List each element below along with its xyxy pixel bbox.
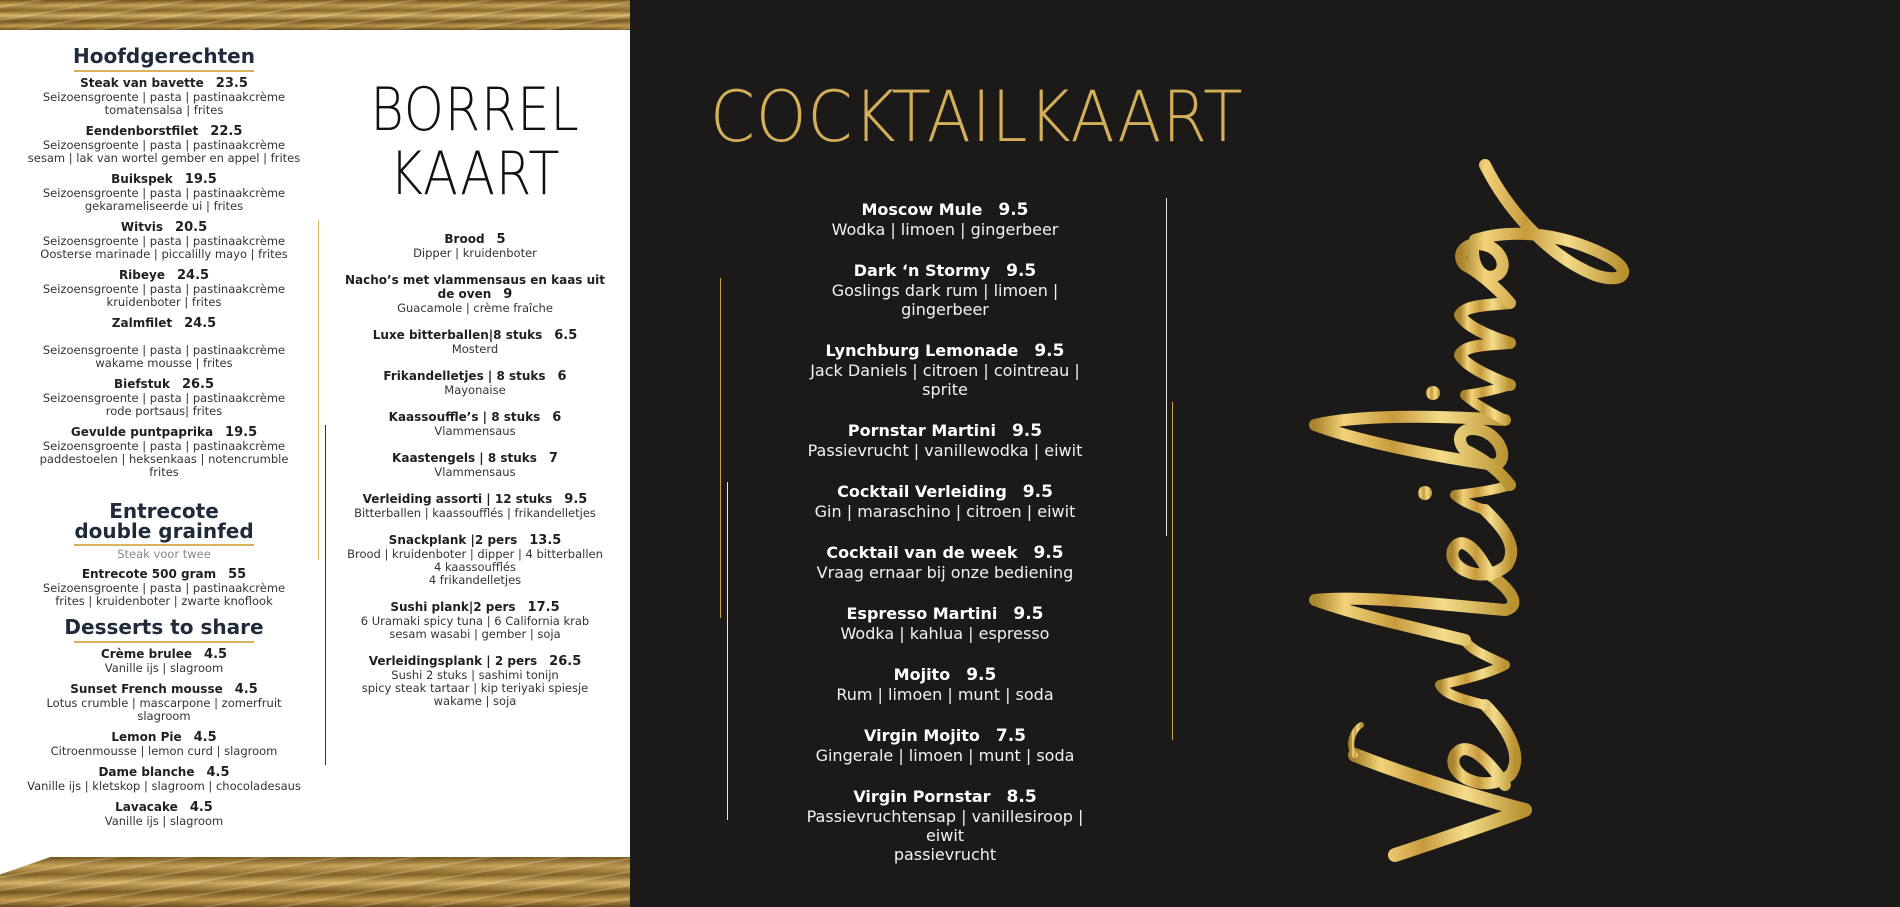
menu-item [14,425,314,479]
item-name: Lynchburg Lemonade [825,341,1019,360]
borrel-item [335,654,615,708]
item-title [335,492,615,507]
item-name: Steak van bavette [80,76,204,90]
item-name: Biefstuk [113,377,170,391]
item-title [790,543,1100,563]
item-title [335,232,615,247]
item-description: Vlammensaus [434,424,516,438]
item-title [790,341,1100,361]
desserts-heading: Desserts to share [64,615,264,639]
item-title [14,682,314,697]
borrel-item [335,273,615,315]
item-name: Dame blanche [98,765,195,779]
item-name: Witvis [120,220,164,234]
item-name: Eendenborstfilet [85,124,199,138]
borrel-item [335,533,615,587]
item-price: 19.5 [184,172,217,187]
cocktail-item [790,261,1100,319]
item-title [335,328,615,343]
item-description: Seizoensgroente | pasta | pastinaakcrème [42,138,286,152]
item-name: Dark ‘n Stormy [853,261,991,280]
item-description: Seizoensgroente | pasta | pastinaakcrème [42,581,286,595]
item-description: Lotus crumble | mascarpone | zomerfruit [46,696,282,710]
main-dishes-list [14,76,314,479]
item-title [790,261,1100,281]
item-description: Vanille ijs | slagroom [104,814,224,828]
item-price: 4.5 [206,765,230,780]
item-title [14,800,314,815]
item-title [790,482,1100,502]
item-description: paddestoelen | heksenkaas | notencrumble [39,452,289,466]
dessert-item [14,765,314,793]
item-title [790,665,1100,685]
item-name: Kaastengels | 8 stuks [392,451,537,465]
entrecote-heading-line-1: Entrecote [109,499,219,523]
entrecote-heading [14,501,314,541]
item-description: frites | kruidenboter | zwarte knoflook [55,594,273,608]
dessert-item [14,647,314,675]
item-description: Oosterse marinade | piccalilly mayo | frites [40,247,288,261]
cocktail-item [790,665,1100,704]
item-description: Dipper | kruidenboter [413,246,537,260]
borrel-title [356,75,594,209]
item-title [790,726,1100,746]
item-title [335,654,615,669]
item-description: Sushi 2 stuks | sashimi tonijn [391,668,559,682]
item-name: Espresso Martini [846,604,998,623]
item-price: 6 [557,369,567,384]
item-title [14,172,314,187]
item-price: 26.5 [549,654,582,669]
borrel-title-line-2: KAART [389,139,561,209]
item-description: Bitterballen | kaassoufflés | frikandelletjes [354,506,596,520]
dessert-item [14,682,314,723]
item-description: Guacamole | crème fraîche [397,301,553,315]
item-description: 4 kaassoufflés [433,560,517,574]
borrel-title-line-1: BORREL [370,75,580,145]
item-description: Gin | maraschino | citroen | eiwit [814,502,1076,521]
item-price: 26.5 [181,377,215,392]
item-name: Brood [444,232,485,246]
item-description: Vlammensaus [434,465,516,479]
item-description: slagroom [137,709,191,723]
item-price: 8.5 [1006,787,1037,807]
item-title [335,369,615,384]
item-description: Seizoensgroente | pasta | pastinaakcrème [42,391,286,405]
item-name: Pornstar Martini [847,421,996,440]
borrel-column [335,75,615,721]
cocktail-item [790,543,1100,582]
item-description: Vanille ijs | kletskop | slagroom | chocoladesaus [27,779,301,793]
item-name: Buikspek [111,172,173,186]
gold-divider-line [720,278,721,618]
item-title [335,600,615,615]
item-title [790,200,1100,220]
item-price: 6.5 [554,328,578,343]
item-name: Crème brulee [100,647,193,661]
item-description: Seizoensgroente | pasta | pastinaakcrème [42,343,286,357]
item-price: 4.5 [189,800,213,815]
borrel-list [335,232,615,708]
menu-item [14,567,314,608]
item-description: Citroenmousse | lemon curd | slagroom [50,744,278,758]
item-title [335,533,615,548]
item-name: Gevulde puntpaprika [70,425,214,439]
item-title [335,410,615,425]
item-price: 19.5 [225,425,258,440]
item-price: 9.5 [1034,341,1065,361]
item-description: Seizoensgroente | pasta | pastinaakcrème [42,186,286,200]
item-price: 4.5 [234,682,258,697]
item-price: 9.5 [998,200,1029,220]
item-description: spicy steak tartaar | kip teriyaki spiesje [361,681,589,695]
item-name: Moscow Mule [861,200,983,219]
item-description: Seizoensgroente | pasta | pastinaakcrème [42,90,286,104]
cocktail-item [790,726,1100,765]
item-description: sesam wasabi | gember | soja [389,627,561,641]
item-title [14,730,314,745]
item-description: sesam | lak van wortel gember en appel | frites [27,151,301,165]
menu-item [14,172,314,213]
dessert-item [14,730,314,758]
item-title [790,421,1100,441]
entrecote-item [14,567,314,608]
item-description: Seizoensgroente | pasta | pastinaakcrème [42,282,286,296]
item-title [14,268,314,283]
item-price: 9 [503,287,513,302]
heading-underline [74,544,254,546]
entrecote-heading-line-2: double grainfed [74,519,254,543]
item-price: 4.5 [193,730,217,745]
item-description: 6 Uramaki spicy tuna | 6 California krab [360,614,590,628]
item-title [14,425,314,440]
white-divider-line [1166,198,1167,536]
item-name: Luxe bitterballen|8 stuks [372,328,543,342]
navy-divider-line [325,425,326,765]
item-description: Seizoensgroente | pasta | pastinaakcrème [42,439,286,453]
verleiding-script-logo [1270,20,1630,890]
item-price: 4.5 [204,647,228,662]
gold-wood-band-bottom [0,857,630,907]
cocktail-item [790,341,1100,399]
cocktail-item [790,200,1100,239]
item-description: Rum | limoen | munt | soda [836,685,1054,704]
item-price: 55 [228,567,247,582]
item-name: Snackplank |2 pers [388,533,518,547]
heading-underline [74,70,254,72]
item-description: Vraag ernaar bij onze bediening [816,563,1074,582]
item-description: tomatensalsa | frites [104,103,224,117]
item-title [14,124,314,139]
item-price: 9.5 [1011,421,1043,441]
item-price: 13.5 [529,533,562,548]
cocktail-item [790,604,1100,643]
item-title [14,647,314,662]
item-description: wakame | soja [433,694,517,708]
item-description: rode portsaus| frites [105,404,223,418]
menu-item [14,377,314,418]
item-price: 6 [552,410,562,425]
item-title [790,787,1100,807]
item-name: Sunset French mousse [70,682,223,696]
item-description: Mayonaise [444,383,506,397]
item-price: 9.5 [966,665,997,685]
menu-item [14,220,314,261]
main-dishes-heading: Hoofdgerechten [72,44,255,68]
item-title [14,316,314,331]
borrel-item [335,410,615,438]
item-name: Cocktail van de week [826,543,1018,562]
borrel-item [335,232,615,260]
item-name: Virgin Pornstar [853,787,991,806]
item-title [14,567,314,582]
item-name: Frikandelletjes | 8 stuks [383,369,546,383]
cocktail-item [790,787,1100,864]
item-name: Entrecote 500 gram [81,567,217,581]
item-description: Gingerale | limoen | munt | soda [815,746,1075,765]
item-name: Cocktail Verleiding [837,482,1007,501]
main-dishes-column [14,44,314,835]
gold-divider-line [318,220,319,560]
item-name: Nacho’s met vlammensaus en kaas uit de oven [344,273,606,301]
item-title [335,273,615,302]
item-name: Ribeye [118,268,165,282]
item-price: 9.5 [1006,261,1037,281]
item-description: Wodka | kahlua | espresso [840,624,1050,643]
gold-divider-line [1172,402,1173,740]
entrecote-subtitle: Steak voor twee [117,547,211,561]
heading-underline [74,641,254,643]
item-description: Mosterd [451,342,499,356]
item-price: 9.5 [1013,604,1044,624]
borrel-item [335,451,615,479]
item-title [790,604,1100,624]
item-price: 9.5 [564,492,588,507]
item-price: 9.5 [1033,543,1064,563]
item-description: Brood | kruidenboter | dipper | 4 bitterballen [347,547,603,561]
item-description: frites [149,465,179,479]
borrel-item [335,369,615,397]
cocktail-item [790,482,1100,521]
item-name: Sushi plank|2 pers [390,600,516,614]
borrel-item [335,328,615,356]
item-name: Virgin Mojito [863,726,980,745]
borrel-item [335,492,615,520]
item-title [14,220,314,235]
item-description: Passievrucht | vanillewodka | eiwit [807,441,1083,460]
item-description: Jack Daniels | citroen | cointreau | sprite [810,361,1080,399]
item-title [14,377,314,392]
item-price: 24.5 [184,316,217,331]
item-name: Verleidingsplank | 2 pers [368,654,538,668]
item-price: 24.5 [176,268,210,283]
item-price: 5 [496,232,506,247]
item-price: 23.5 [215,76,248,91]
item-title [14,76,314,91]
item-price: 7 [548,451,558,466]
item-description: Wodka | limoen | gingerbeer [831,220,1059,239]
borrel-item [335,600,615,641]
cocktail-title: COCKTAILKAART [710,76,1244,158]
item-name: Kaassouffle’s | 8 stuks [388,410,541,424]
item-description: wakame mousse | frites [95,356,233,370]
menu-item [14,124,314,165]
item-price: 7.5 [995,726,1027,746]
food-menu-panel [0,0,630,907]
item-price: 17.5 [527,600,560,615]
item-description: 4 frikandelletjes [428,573,522,587]
menu-item [14,316,314,370]
item-name: Lavacake [115,800,178,814]
item-price: 9.5 [1022,482,1053,502]
item-name: Mojito [893,665,951,684]
item-title [335,451,615,466]
item-name: Lemon Pie [111,730,182,744]
dessert-item [14,800,314,828]
cocktail-item [790,421,1100,460]
item-description: Seizoensgroente | pasta | pastinaakcrème [42,234,286,248]
item-price: 20.5 [175,220,208,235]
item-description: Vanille ijs | slagroom [104,661,224,675]
gold-wood-band-top [0,0,630,30]
item-description: kruidenboter | frites [106,295,222,309]
white-divider-line [727,482,728,820]
item-description: passievrucht [893,845,997,864]
item-title [14,765,314,780]
item-name: Verleiding assorti | 12 stuks [362,492,553,506]
item-description: Goslings dark rum | limoen | gingerbeer [831,281,1059,319]
desserts-list [14,647,314,828]
menu-item [14,268,314,309]
cocktail-list [790,200,1100,886]
item-description: Passievruchtensap | vanillesiroop | eiwit [806,807,1084,845]
item-description: gekarameliseerde ui | frites [84,199,244,213]
item-name: Zalmfilet [111,316,173,330]
menu-item [14,76,314,117]
item-price: 22.5 [210,124,243,139]
